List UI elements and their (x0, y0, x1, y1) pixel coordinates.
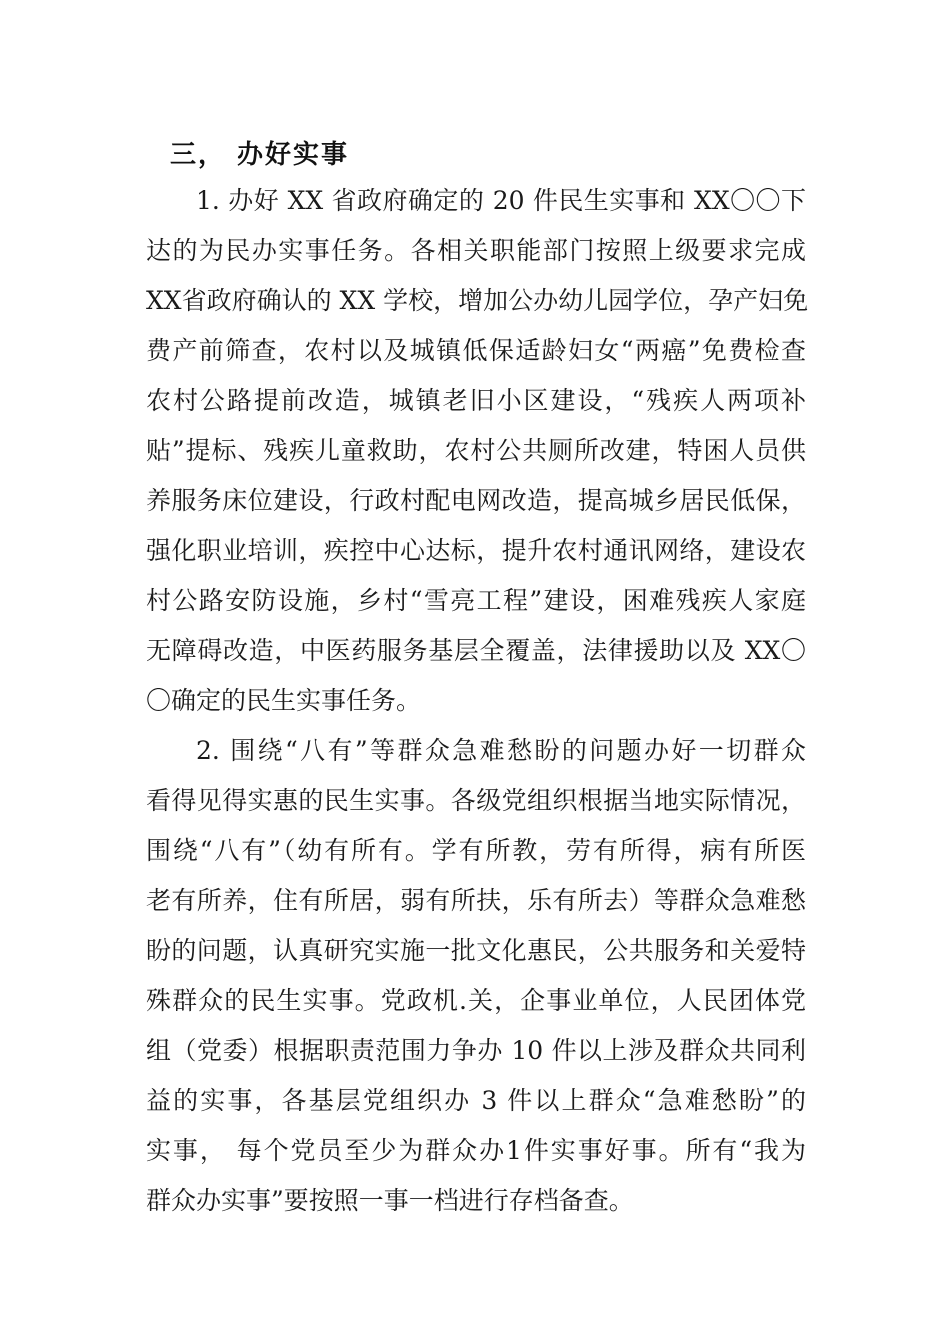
paragraph-line: 费产前筛查，农村以及城镇低保适龄妇女“两癌”免费检查 (146, 336, 806, 365)
paragraph-line: 盼的问题，认真研究实施一批文化惠民，公共服务和关爱特 (146, 936, 806, 965)
paragraph-line: 农村公路提前改造，城镇老旧小区建设，“残疾人两项补 (146, 386, 806, 415)
paragraph-line: 无障碍改造，中医药服务基层全覆盖，法律援助以及 XX〇 (146, 636, 806, 665)
paragraph-line: 达的为民办实事任务。各相关职能部门按照上级要求完成 (146, 236, 806, 265)
paragraph-line: 群众办实事”要按照一事一档进行存档备查。 (146, 1186, 634, 1215)
paragraph-line: XX省政府确认的 XX 学校，增加公办幼儿园学位，孕产妇免 (146, 286, 809, 315)
paragraph-line: 益的实事，各基层党组织办 3 件以上群众“急难愁盼”的 (146, 1086, 806, 1115)
paragraph-line: 强化职业培训，疾控中心达标，提升农村通讯网络，建设农 (146, 536, 806, 565)
paragraph-line: 实事， 每个党员至少为群众办1件实事好事。所有“我为 (146, 1136, 806, 1165)
paragraph-line: 围绕“八有”（幼有所有。学有所教，劳有所得，病有所医 (146, 836, 806, 865)
paragraph-line: 老有所养，住有所居，弱有所扶，乐有所去）等群众急难愁 (146, 886, 806, 915)
paragraph-line: 贴”提标、残疾儿童救助，农村公共厕所改建，特困人员供 (146, 436, 806, 465)
section-heading: 三， 办好实事 (170, 140, 350, 170)
paragraph-line: 看得见得实惠的民生实事。各级党组织根据当地实际情况， (146, 786, 806, 815)
paragraph-line: 组（党委）根据职责范围力争办 10 件以上涉及群众共同利 (146, 1036, 806, 1065)
paragraph-line: 殊群众的民生实事。党政机.关，企事业单位，人民团体党 (146, 986, 806, 1015)
paragraph-line: 村公路安防设施，乡村“雪亮工程”建设，困难残疾人家庭 (146, 586, 806, 615)
paragraph-line: 养服务床位建设，行政村配电网改造，提高城乡居民低保， (146, 486, 806, 515)
paragraph-line: 〇确定的民生实事任务。 (146, 686, 422, 715)
paragraph-line: 2. 围绕“八有”等群众急难愁盼的问题办好一切群众 (196, 736, 806, 765)
paragraph-line: 1. 办好 XX 省政府确定的 20 件民生实事和 XX〇〇下 (196, 186, 806, 215)
